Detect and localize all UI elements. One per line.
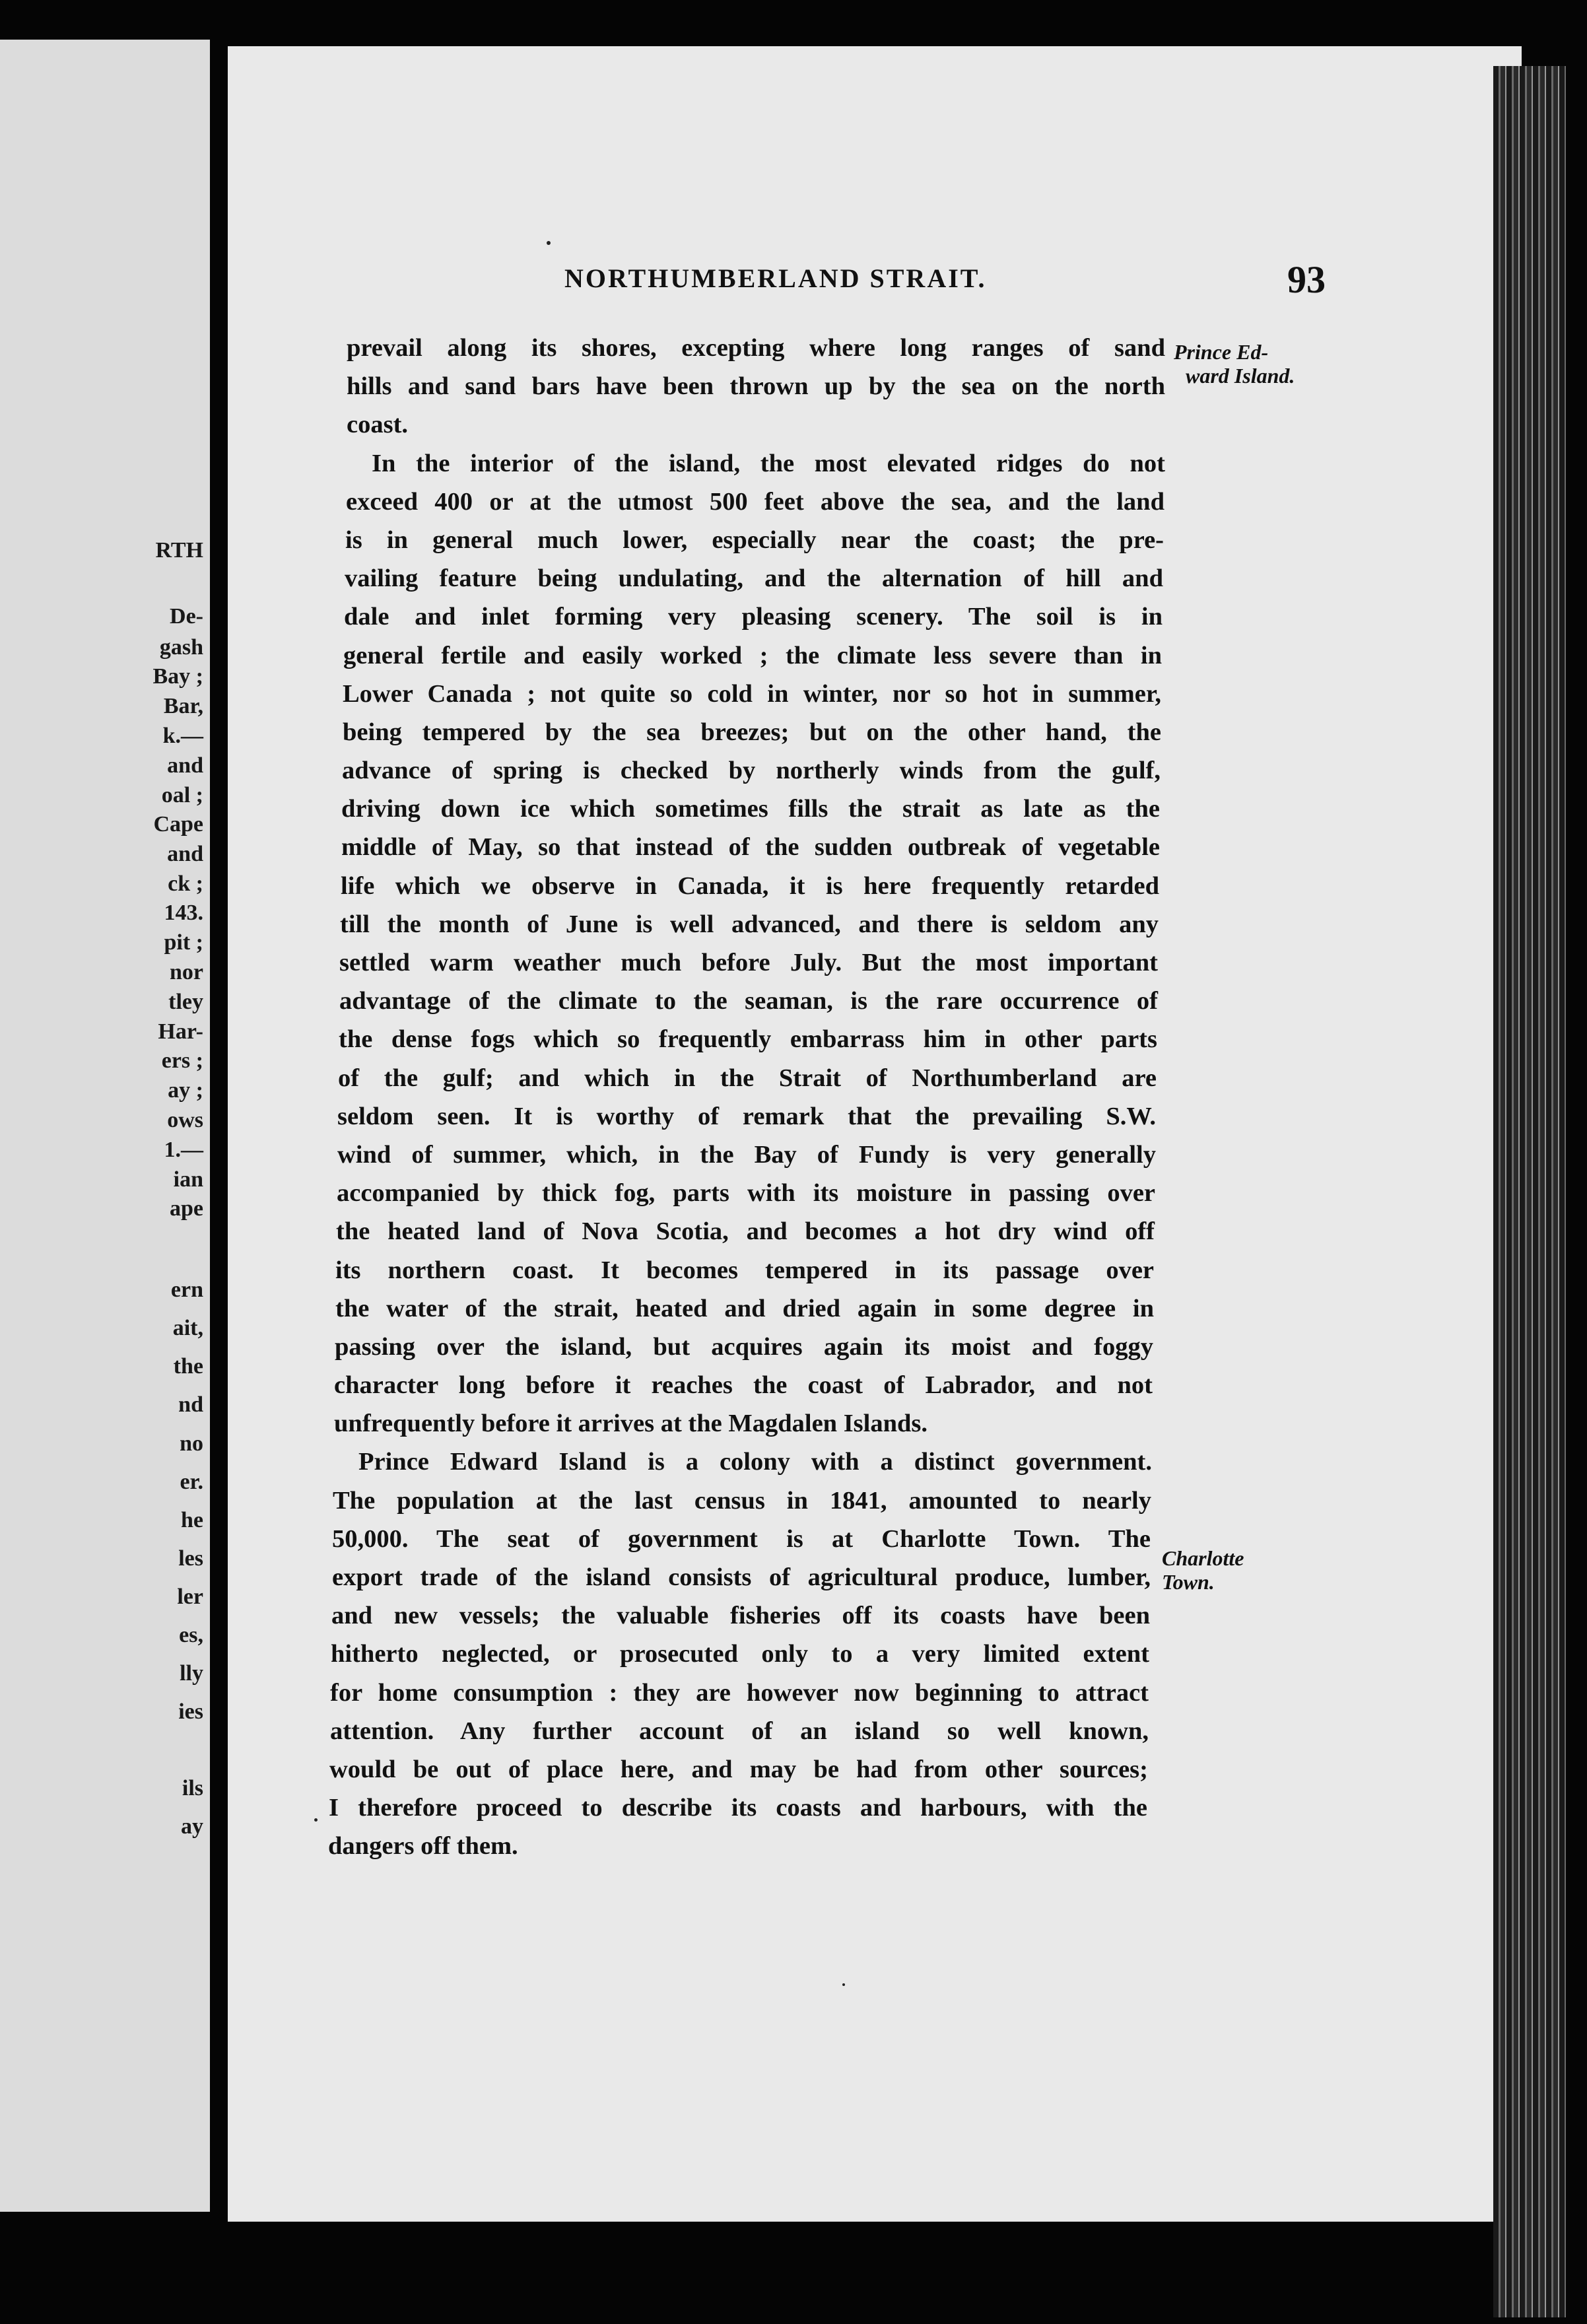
body-line: is in general much lower, especially near the coast; the pre-: [345, 526, 1164, 554]
body-line: its northern coast. It becomes tempered in its passage over: [335, 1256, 1154, 1284]
facing-page-fragment: ern: [170, 1278, 203, 1302]
facing-page-fragment: pit ;: [164, 930, 203, 955]
facing-page-fragment: nd: [178, 1392, 203, 1417]
body-line: settled warm weather much before July. But the most important: [339, 949, 1158, 976]
body-line: dangers off them.: [328, 1832, 518, 1861]
margin-note-line: Town.: [1162, 1570, 1215, 1594]
facing-page-fragment: ait,: [172, 1316, 203, 1340]
body-line: being tempered by the sea breezes; but on the other hand, the: [343, 718, 1161, 746]
margin-note-line: Prince Ed-: [1174, 340, 1269, 364]
body-line: dale and inlet forming very pleasing scenery. The soil is in: [344, 603, 1163, 631]
facing-page-fragment: Bar,: [163, 694, 203, 718]
body-line: coast.: [347, 411, 409, 439]
print-speck: [842, 1983, 845, 1986]
facing-page-fragment: Har-: [158, 1019, 203, 1044]
margin-note-prince-edward-island: [1174, 340, 1295, 388]
print-speck: [314, 1818, 318, 1822]
facing-page-fragment: gash: [159, 635, 203, 660]
margin-note-line: ward Island.: [1186, 364, 1295, 388]
facing-page-fragment: ian: [173, 1167, 203, 1192]
body-line: passing over the island, but acquires again its moist and foggy: [335, 1332, 1153, 1361]
body-line: The population at the last census in 1841, amounted to nearly: [333, 1486, 1151, 1515]
facing-page-fragment: he: [181, 1508, 203, 1532]
body-line: of the gulf; and which in the Strait of Northumberland are: [338, 1064, 1157, 1092]
facing-page-fragment: tley: [168, 990, 203, 1014]
body-line: I therefore proceed to describe its coasts and harbours, with the: [329, 1794, 1147, 1822]
facing-page: [0, 40, 210, 2212]
body-line: unfrequently before it arrives at the Magdalen Islands.: [334, 1410, 928, 1438]
facing-page-fragment: 1.—: [164, 1138, 203, 1162]
body-line: for home consumption : they are however now beginning to attract: [330, 1678, 1149, 1707]
facing-page-fragment: lly: [180, 1661, 203, 1686]
body-text: [328, 329, 1165, 1866]
body-line: advance of spring is checked by northerly winds from the gulf,: [342, 757, 1161, 785]
body-line: advantage of the climate to the seaman, is the rare occurrence of: [339, 987, 1158, 1015]
facing-page-fragment: De-: [170, 604, 203, 629]
facing-page-fragment: nor: [170, 960, 203, 984]
print-speck: [547, 241, 551, 245]
body-line: prevail along its shores, excepting where long ranges of sand: [347, 334, 1165, 362]
facing-page-fragment: and: [167, 842, 203, 866]
facing-page-fragment: Bay ;: [152, 664, 203, 689]
facing-page-fragment: the: [173, 1354, 203, 1379]
facing-page-fragment: es,: [179, 1623, 203, 1647]
facing-page-fragment: ay ;: [168, 1078, 203, 1103]
facing-page-fragment: and: [167, 753, 203, 778]
facing-page-fragment: ows: [167, 1108, 203, 1132]
body-line: 50,000. The seat of government is at Charlotte Town. The: [332, 1524, 1151, 1553]
body-line: In the interior of the island, the most elevated ridges do not: [372, 449, 1165, 477]
body-line: the heated land of Nova Scotia, and becomes a hot dry wind off: [336, 1217, 1155, 1246]
body-line: life which we observe in Canada, it is here frequently retarded: [341, 872, 1159, 900]
facing-page-fragment: ies: [178, 1699, 203, 1724]
facing-page-fragment: ck ;: [168, 872, 203, 896]
body-line: export trade of the island consists of agricultural produce, lumber,: [332, 1563, 1151, 1591]
page-number: 93: [1287, 258, 1326, 301]
margin-note-line: Charlotte: [1162, 1546, 1244, 1570]
facing-page-fragment: ils: [182, 1776, 203, 1800]
body-line: till the month of June is well advanced, and there is seldom any: [340, 910, 1159, 938]
body-line: wind of summer, which, in the Bay of Fundy is very generally: [337, 1140, 1156, 1169]
facing-page-fragment: Cape: [153, 812, 203, 837]
body-line: accompanied by thick fog, parts with its moisture in passing over: [337, 1179, 1155, 1208]
body-line: seldom seen. It is worthy of remark that the prevailing S.W.: [337, 1102, 1156, 1130]
facing-page-fragment: ay: [181, 1814, 203, 1839]
body-line: vailing feature being undulating, and the alternation of hill and: [345, 564, 1163, 593]
body-line: hitherto neglected, or prosecuted only to a very limited extent: [331, 1640, 1149, 1668]
facing-page-fragment: ler: [177, 1585, 203, 1609]
facing-page-fragment: ape: [170, 1196, 203, 1221]
facing-page-fragment: 143.: [164, 901, 203, 925]
body-line: character long before it reaches the coast of Labrador, and not: [334, 1371, 1153, 1400]
facing-page-fragment: k.—: [162, 724, 203, 748]
facing-page-fragment: no: [180, 1431, 203, 1456]
book-spine-edge: [1493, 66, 1566, 2317]
margin-note-charlotte-town: [1162, 1546, 1244, 1594]
facing-page-fragment: ers ;: [161, 1048, 203, 1073]
body-line: driving down ice which sometimes fills the strait as late as the: [341, 795, 1160, 823]
body-line: the dense fogs which so frequently embarrass him in other parts: [339, 1025, 1157, 1054]
facing-page-fragment: les: [178, 1546, 203, 1571]
facing-page-fragment: er.: [180, 1470, 203, 1494]
facing-page-text-fragments: [124, 40, 203, 2212]
body-line: Lower Canada ; not quite so cold in winter, nor so hot in summer,: [343, 679, 1161, 708]
body-line: would be out of place here, and may be had from other sources;: [329, 1755, 1148, 1783]
body-line: and new vessels; the valuable fisheries off its coasts have been: [331, 1602, 1150, 1630]
facing-page-fragment: RTH: [155, 538, 203, 563]
body-line: Prince Edward Island is a colony with a distinct government.: [358, 1448, 1152, 1476]
body-line: middle of May, so that instead of the sudden outbreak of vegetable: [341, 833, 1160, 862]
body-line: the water of the strait, heated and dried again in some degree in: [335, 1294, 1154, 1322]
running-title: NORTHUMBERLAND STRAIT.: [564, 263, 987, 293]
body-line: exceed 400 or at the utmost 500 feet above the sea, and the land: [346, 487, 1165, 516]
body-line: general fertile and easily worked ; the climate less severe than in: [343, 641, 1162, 669]
body-line: hills and sand bars have been thrown up by the sea on the north: [347, 372, 1165, 401]
body-line: attention. Any further account of an island so well known,: [330, 1717, 1149, 1745]
facing-page-fragment: oal ;: [161, 783, 203, 807]
